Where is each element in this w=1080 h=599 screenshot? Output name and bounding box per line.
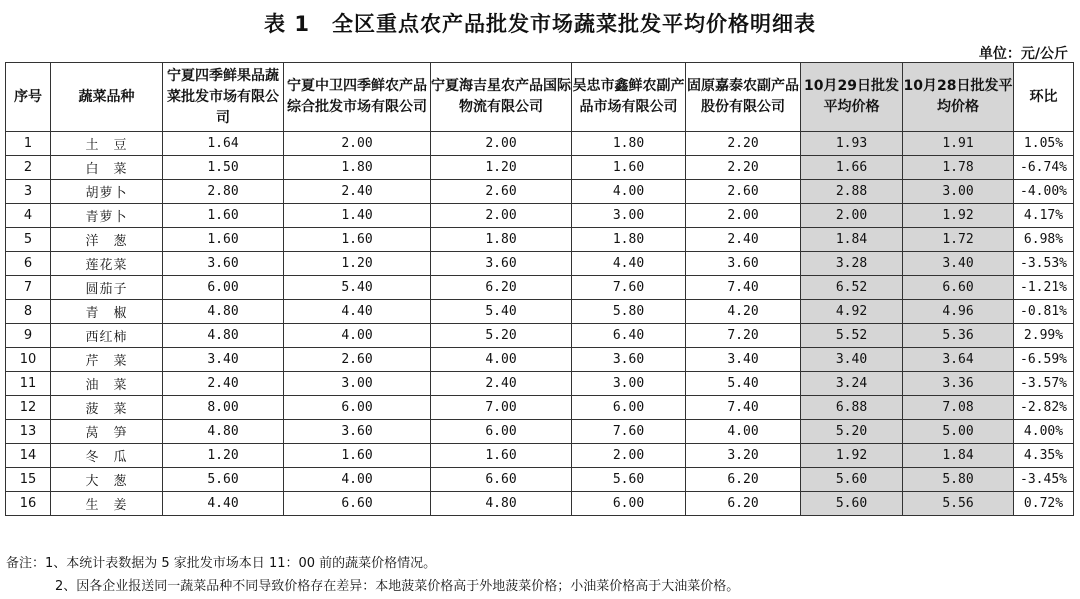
market-price: 1.60 xyxy=(284,228,431,252)
row-number: 10 xyxy=(6,348,51,372)
change-percent: 4.35% xyxy=(1014,444,1074,468)
market-price: 3.60 xyxy=(431,252,572,276)
average-price: 5.60 xyxy=(801,468,903,492)
market-price: 7.00 xyxy=(431,396,572,420)
market-price: 1.20 xyxy=(284,252,431,276)
vegetable-name: 油 菜 xyxy=(51,372,163,396)
market-price: 8.00 xyxy=(163,396,284,420)
average-price: 3.40 xyxy=(903,252,1014,276)
market-price: 6.00 xyxy=(284,396,431,420)
vegetable-name: 生 姜 xyxy=(51,492,163,516)
vegetable-name: 青 椒 xyxy=(51,300,163,324)
col-header: 环比 xyxy=(1014,63,1074,132)
table-row xyxy=(6,300,1074,324)
market-price: 5.80 xyxy=(572,300,686,324)
table-row xyxy=(6,204,1074,228)
header-row xyxy=(6,63,1074,132)
row-number: 8 xyxy=(6,300,51,324)
market-price: 2.40 xyxy=(431,372,572,396)
market-price: 6.60 xyxy=(431,468,572,492)
col-header: 宁夏海吉星农产品国际物流有限公司 xyxy=(431,63,572,132)
average-price: 7.08 xyxy=(903,396,1014,420)
market-price: 4.40 xyxy=(284,300,431,324)
col-header: 吴忠市鑫鲜农副产品市场有限公司 xyxy=(572,63,686,132)
market-price: 5.60 xyxy=(163,468,284,492)
change-percent: -3.57% xyxy=(1014,372,1074,396)
row-number: 15 xyxy=(6,468,51,492)
market-price: 2.00 xyxy=(686,204,801,228)
market-price: 3.60 xyxy=(163,252,284,276)
change-percent: 0.72% xyxy=(1014,492,1074,516)
change-percent: -0.81% xyxy=(1014,300,1074,324)
market-price: 4.80 xyxy=(431,492,572,516)
market-price: 3.40 xyxy=(686,348,801,372)
notes xyxy=(6,552,739,598)
market-price: 3.00 xyxy=(572,372,686,396)
vegetable-name: 冬 瓜 xyxy=(51,444,163,468)
row-number: 14 xyxy=(6,444,51,468)
vegetable-name: 大 葱 xyxy=(51,468,163,492)
table-row xyxy=(6,444,1074,468)
market-price: 1.60 xyxy=(284,444,431,468)
col-header: 宁夏四季鲜果品蔬菜批发市场有限公司 xyxy=(163,63,284,132)
market-price: 2.40 xyxy=(284,180,431,204)
market-price: 1.20 xyxy=(163,444,284,468)
table-row xyxy=(6,468,1074,492)
average-price: 6.60 xyxy=(903,276,1014,300)
market-price: 1.80 xyxy=(572,228,686,252)
market-price: 4.80 xyxy=(163,420,284,444)
market-price: 2.00 xyxy=(431,132,572,156)
vegetable-name: 西红柿 xyxy=(51,324,163,348)
market-price: 2.40 xyxy=(686,228,801,252)
table-row xyxy=(6,348,1074,372)
row-number: 16 xyxy=(6,492,51,516)
average-price: 1.91 xyxy=(903,132,1014,156)
market-price: 7.20 xyxy=(686,324,801,348)
row-number: 1 xyxy=(6,132,51,156)
market-price: 6.00 xyxy=(163,276,284,300)
market-price: 3.20 xyxy=(686,444,801,468)
change-percent: -1.21% xyxy=(1014,276,1074,300)
market-price: 7.60 xyxy=(572,420,686,444)
vegetable-name: 圆茄子 xyxy=(51,276,163,300)
change-percent: -3.53% xyxy=(1014,252,1074,276)
average-price: 6.88 xyxy=(801,396,903,420)
price-table xyxy=(5,62,1074,516)
market-price: 3.00 xyxy=(284,372,431,396)
change-percent: 6.98% xyxy=(1014,228,1074,252)
market-price: 2.60 xyxy=(686,180,801,204)
market-price: 6.20 xyxy=(686,492,801,516)
market-price: 2.00 xyxy=(431,204,572,228)
row-number: 13 xyxy=(6,420,51,444)
market-price: 6.40 xyxy=(572,324,686,348)
table-row xyxy=(6,276,1074,300)
market-price: 2.40 xyxy=(163,372,284,396)
change-percent: -6.59% xyxy=(1014,348,1074,372)
market-price: 3.60 xyxy=(284,420,431,444)
market-price: 4.40 xyxy=(572,252,686,276)
table-row xyxy=(6,252,1074,276)
market-price: 5.40 xyxy=(284,276,431,300)
vegetable-name: 莴 笋 xyxy=(51,420,163,444)
average-price: 5.36 xyxy=(903,324,1014,348)
average-price: 1.92 xyxy=(903,204,1014,228)
market-price: 4.80 xyxy=(163,300,284,324)
average-price: 5.00 xyxy=(903,420,1014,444)
market-price: 7.60 xyxy=(572,276,686,300)
market-price: 4.40 xyxy=(163,492,284,516)
vegetable-name: 莲花菜 xyxy=(51,252,163,276)
average-price: 1.78 xyxy=(903,156,1014,180)
average-price: 1.92 xyxy=(801,444,903,468)
average-price: 1.66 xyxy=(801,156,903,180)
col-header: 蔬菜品种 xyxy=(51,63,163,132)
vegetable-name: 青萝卜 xyxy=(51,204,163,228)
average-price: 2.88 xyxy=(801,180,903,204)
row-number: 4 xyxy=(6,204,51,228)
col-header: 序号 xyxy=(6,63,51,132)
market-price: 1.80 xyxy=(284,156,431,180)
market-price: 5.40 xyxy=(686,372,801,396)
market-price: 7.40 xyxy=(686,276,801,300)
average-price: 5.56 xyxy=(903,492,1014,516)
market-price: 6.00 xyxy=(572,396,686,420)
market-price: 3.00 xyxy=(572,204,686,228)
market-price: 1.60 xyxy=(163,204,284,228)
market-price: 1.50 xyxy=(163,156,284,180)
market-price: 1.64 xyxy=(163,132,284,156)
change-percent: 4.17% xyxy=(1014,204,1074,228)
market-price: 6.00 xyxy=(572,492,686,516)
average-price: 1.93 xyxy=(801,132,903,156)
average-price: 3.28 xyxy=(801,252,903,276)
change-percent: -3.45% xyxy=(1014,468,1074,492)
row-number: 2 xyxy=(6,156,51,180)
vegetable-name: 白 菜 xyxy=(51,156,163,180)
average-price: 4.92 xyxy=(801,300,903,324)
note-1: 备注：1、本统计表数据为 5 家批发市场本日 11：00 前的蔬菜价格情况。 xyxy=(6,556,437,571)
col-header: 10月28日批发平均价格 xyxy=(903,63,1014,132)
row-number: 12 xyxy=(6,396,51,420)
table-title: 表 1 全区重点农产品批发市场蔬菜批发平均价格明细表 xyxy=(264,12,816,36)
row-number: 9 xyxy=(6,324,51,348)
row-number: 7 xyxy=(6,276,51,300)
vegetable-name: 洋 葱 xyxy=(51,228,163,252)
table-row xyxy=(6,180,1074,204)
market-price: 2.20 xyxy=(686,132,801,156)
vegetable-name: 芹 菜 xyxy=(51,348,163,372)
market-price: 1.60 xyxy=(572,156,686,180)
table-row xyxy=(6,132,1074,156)
average-price: 5.20 xyxy=(801,420,903,444)
note-2: 2、因各企业报送同一蔬菜品种不同导致价格存在差异：本地菠菜价格高于外地菠菜价格；小油菜价格高于大油菜价格。 xyxy=(55,579,740,594)
vegetable-name: 胡萝卜 xyxy=(51,180,163,204)
table-row xyxy=(6,420,1074,444)
change-percent: -4.00% xyxy=(1014,180,1074,204)
market-price: 6.60 xyxy=(284,492,431,516)
market-price: 4.00 xyxy=(284,324,431,348)
average-price: 3.40 xyxy=(801,348,903,372)
change-percent: 4.00% xyxy=(1014,420,1074,444)
row-number: 6 xyxy=(6,252,51,276)
average-price: 1.72 xyxy=(903,228,1014,252)
average-price: 2.00 xyxy=(801,204,903,228)
market-price: 4.00 xyxy=(686,420,801,444)
col-header: 固原嘉泰农副产品股份有限公司 xyxy=(686,63,801,132)
market-price: 4.20 xyxy=(686,300,801,324)
market-price: 2.60 xyxy=(431,180,572,204)
col-header: 10月29日批发平均价格 xyxy=(801,63,903,132)
market-price: 4.80 xyxy=(163,324,284,348)
market-price: 7.40 xyxy=(686,396,801,420)
change-percent: -6.74% xyxy=(1014,156,1074,180)
market-price: 2.00 xyxy=(284,132,431,156)
row-number: 11 xyxy=(6,372,51,396)
market-price: 1.80 xyxy=(431,228,572,252)
average-price: 4.96 xyxy=(903,300,1014,324)
average-price: 3.36 xyxy=(903,372,1014,396)
market-price: 4.00 xyxy=(572,180,686,204)
market-price: 1.60 xyxy=(431,444,572,468)
average-price: 5.60 xyxy=(801,492,903,516)
market-price: 6.20 xyxy=(686,468,801,492)
average-price: 1.84 xyxy=(801,228,903,252)
market-price: 2.00 xyxy=(572,444,686,468)
row-number: 3 xyxy=(6,180,51,204)
market-price: 6.00 xyxy=(431,420,572,444)
col-header: 宁夏中卫四季鲜农产品综合批发市场有限公司 xyxy=(284,63,431,132)
average-price: 3.64 xyxy=(903,348,1014,372)
market-price: 1.20 xyxy=(431,156,572,180)
table-row xyxy=(6,156,1074,180)
market-price: 5.40 xyxy=(431,300,572,324)
market-price: 1.60 xyxy=(163,228,284,252)
change-percent: -2.82% xyxy=(1014,396,1074,420)
average-price: 1.84 xyxy=(903,444,1014,468)
unit-label: 单位：元/公斤 xyxy=(978,46,1068,62)
market-price: 5.60 xyxy=(572,468,686,492)
vegetable-name: 土 豆 xyxy=(51,132,163,156)
market-price: 2.80 xyxy=(163,180,284,204)
average-price: 5.80 xyxy=(903,468,1014,492)
average-price: 3.00 xyxy=(903,180,1014,204)
market-price: 4.00 xyxy=(431,348,572,372)
market-price: 1.80 xyxy=(572,132,686,156)
average-price: 3.24 xyxy=(801,372,903,396)
change-percent: 2.99% xyxy=(1014,324,1074,348)
table-row xyxy=(6,396,1074,420)
change-percent: 1.05% xyxy=(1014,132,1074,156)
market-price: 2.60 xyxy=(284,348,431,372)
vegetable-name: 菠 菜 xyxy=(51,396,163,420)
market-price: 3.60 xyxy=(686,252,801,276)
market-price: 2.20 xyxy=(686,156,801,180)
average-price: 5.52 xyxy=(801,324,903,348)
market-price: 5.20 xyxy=(431,324,572,348)
table-row xyxy=(6,228,1074,252)
market-price: 6.20 xyxy=(431,276,572,300)
market-price: 3.60 xyxy=(572,348,686,372)
average-price: 6.52 xyxy=(801,276,903,300)
table-row xyxy=(6,324,1074,348)
market-price: 3.40 xyxy=(163,348,284,372)
table-row xyxy=(6,492,1074,516)
row-number: 5 xyxy=(6,228,51,252)
market-price: 4.00 xyxy=(284,468,431,492)
table-row xyxy=(6,372,1074,396)
market-price: 1.40 xyxy=(284,204,431,228)
